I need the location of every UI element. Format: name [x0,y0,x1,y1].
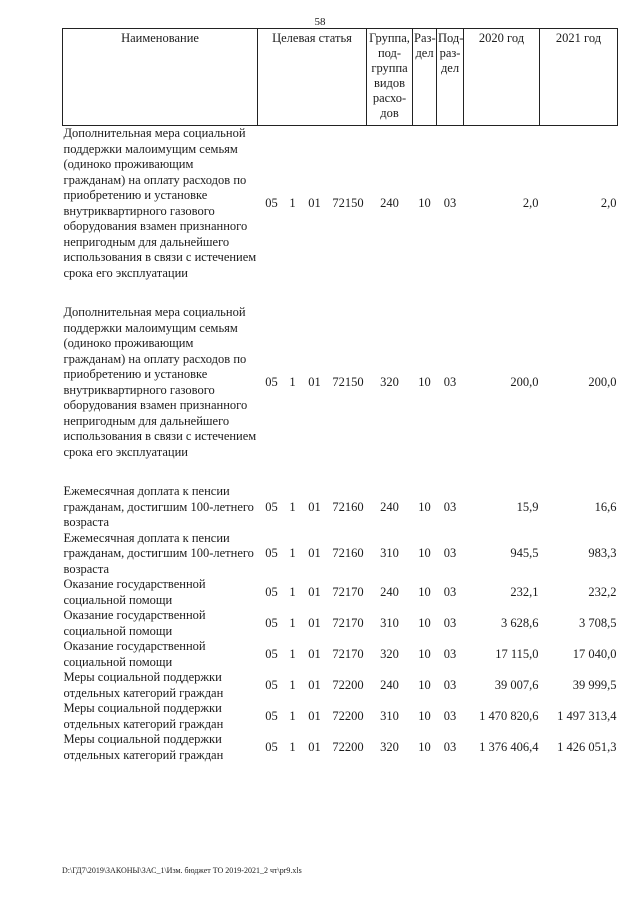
budget-table [62,28,618,763]
amount-2020: 17 115,0 [495,646,539,661]
expense-group: 320 [380,374,399,389]
row-name: Дополнительная мера социальной поддержки малоимущим семьям (одиноко проживающим гражданам) на оплату расходов по приобретению и установке внутриквартирного газового оборудования взамен признанного непригодным для дальнейшего использования в связи с истечением срока его эксплуатации [63,126,257,280]
header-year-2020: 2020 год [464,29,540,126]
header-year-2021: 2021 год [540,29,618,126]
target-subprogram: 1 [289,677,296,692]
target-direction: 72200 [332,708,364,723]
amount-2020: 15,9 [516,499,539,514]
table-row [63,608,618,639]
target-event: 01 [308,615,321,630]
subsection-code: 03 [443,708,457,723]
section-code: 10 [418,677,431,692]
target-program: 05 [265,546,278,560]
target-subprogram: 1 [289,646,296,661]
table-row [63,670,618,701]
amount-2021: 1 426 051,3 [557,739,617,754]
section-code: 10 [418,584,431,599]
amount-2020: 39 007,6 [494,677,539,692]
target-subprogram: 1 [289,708,296,723]
target-subprogram: 1 [289,546,296,560]
row-spacer [63,281,618,305]
subsection-code: 03 [443,677,457,692]
target-direction: 72150 [332,195,364,210]
amount-2020: 945,5 [510,546,539,560]
target-subprogram: 1 [289,195,296,210]
subsection-code: 03 [443,374,457,389]
table-row [63,732,618,763]
target-subprogram: 1 [289,584,296,599]
row-name: Меры социальной поддержки отдельных категорий граждан [63,701,224,731]
target-program: 05 [265,584,278,599]
subsection-code: 03 [443,615,457,630]
section-code: 10 [418,546,431,560]
table-row [63,531,618,578]
target-direction: 72160 [332,499,364,514]
table-header [63,29,618,126]
section-code: 10 [418,499,431,514]
target-program: 05 [265,499,278,514]
amount-2020: 3 628,6 [501,615,539,630]
target-event: 01 [308,195,321,210]
amount-2021: 200,0 [588,374,617,389]
expense-group: 240 [380,195,399,210]
target-event: 01 [308,584,321,599]
target-program: 05 [265,646,278,661]
row-name: Оказание государственной социальной помощи [63,608,206,638]
target-direction: 72200 [332,677,364,692]
header-section: Раз-дел [413,29,437,126]
section-code: 10 [418,646,431,661]
target-program: 05 [265,739,278,754]
section-code: 10 [418,739,431,754]
target-subprogram: 1 [289,615,296,630]
expense-group: 310 [380,615,399,630]
target-subprogram: 1 [289,499,296,514]
table-row [63,305,618,460]
target-direction: 72150 [332,374,364,389]
target-program: 05 [265,708,278,723]
subsection-code: 03 [443,584,457,599]
target-program: 05 [265,374,278,389]
expense-group: 240 [380,677,399,692]
table-row [63,577,618,608]
target-program: 05 [265,615,278,630]
expense-group: 310 [380,708,399,723]
target-event: 01 [308,499,321,514]
row-name: Ежемесячная доплата к пенсии гражданам, достигшим 100-летнего возраста [63,484,254,529]
header-group: Группа, под-группа видов расхо-дов [367,29,413,126]
amount-2020: 200,0 [510,374,539,389]
section-code: 10 [418,615,431,630]
subsection-code: 03 [443,546,457,560]
subsection-code: 03 [443,739,457,754]
expense-group: 320 [380,739,399,754]
target-direction: 72170 [332,615,364,630]
row-name: Меры социальной поддержки отдельных категорий граждан [63,732,224,762]
expense-group: 310 [380,546,399,560]
target-event: 01 [308,708,321,723]
target-subprogram: 1 [289,374,296,389]
row-name: Дополнительная мера социальной поддержки малоимущим семьям (одиноко проживающим гражданам) на оплату расходов по приобретению и установке внутриквартирного газового оборудования взамен признанного непригодным для дальнейшего использования в связи с истечением срока его эксплуатации [63,305,257,459]
row-name: Ежемесячная доплата к пенсии гражданам, достигшим 100-летнего возраста [63,530,254,576]
target-event: 01 [308,739,321,754]
amount-2020: 1 470 820,6 [479,708,539,723]
amount-2021: 39 999,5 [572,677,617,692]
section-code: 10 [418,374,431,389]
page-number: 58 [314,16,326,28]
amount-2021: 16,6 [594,499,617,514]
target-direction: 72160 [332,546,364,560]
file-path-footer: D:\ГД7\2019\ЗАКОНЫ\ЗАС_1\Изм. бюджет ТО 2019-2021_2 чт\pr9.xls [62,866,302,875]
table-row [63,701,618,732]
target-event: 01 [308,546,321,560]
expense-group: 240 [380,499,399,514]
table-row [63,639,618,670]
row-name: Оказание государственной социальной помощи [63,577,206,607]
amount-2020: 1 376 406,4 [479,739,539,754]
subsection-code: 03 [443,499,457,514]
amount-2021: 3 708,5 [579,615,617,630]
target-direction: 72170 [332,584,364,599]
amount-2020: 232,1 [510,584,539,599]
header-name: Наименование [63,29,258,126]
row-name: Меры социальной поддержки отдельных категорий граждан [63,670,224,700]
amount-2021: 1 497 313,4 [557,708,617,723]
amount-2020: 2,0 [522,195,539,210]
expense-group: 320 [380,646,399,661]
target-event: 01 [308,374,321,389]
amount-2021: 2,0 [600,195,617,210]
target-program: 05 [265,195,278,210]
table-row [63,126,618,282]
target-event: 01 [308,677,321,692]
row-spacer [63,460,618,484]
target-subprogram: 1 [289,739,296,754]
subsection-code: 03 [443,195,457,210]
header-subsection: Под-раз-дел [437,29,464,126]
amount-2021: 17 040,0 [572,646,617,661]
subsection-code: 03 [443,646,457,661]
table-row [63,484,618,531]
header-target: Целевая статья [258,29,367,126]
section-code: 10 [418,195,431,210]
target-direction: 72200 [332,739,364,754]
row-name: Оказание государственной социальной помощи [63,639,206,669]
amount-2021: 232,2 [588,584,617,599]
expense-group: 240 [380,584,399,599]
amount-2021: 983,3 [588,546,617,560]
target-direction: 72170 [332,646,364,661]
target-event: 01 [308,646,321,661]
target-program: 05 [265,677,278,692]
section-code: 10 [418,708,431,723]
